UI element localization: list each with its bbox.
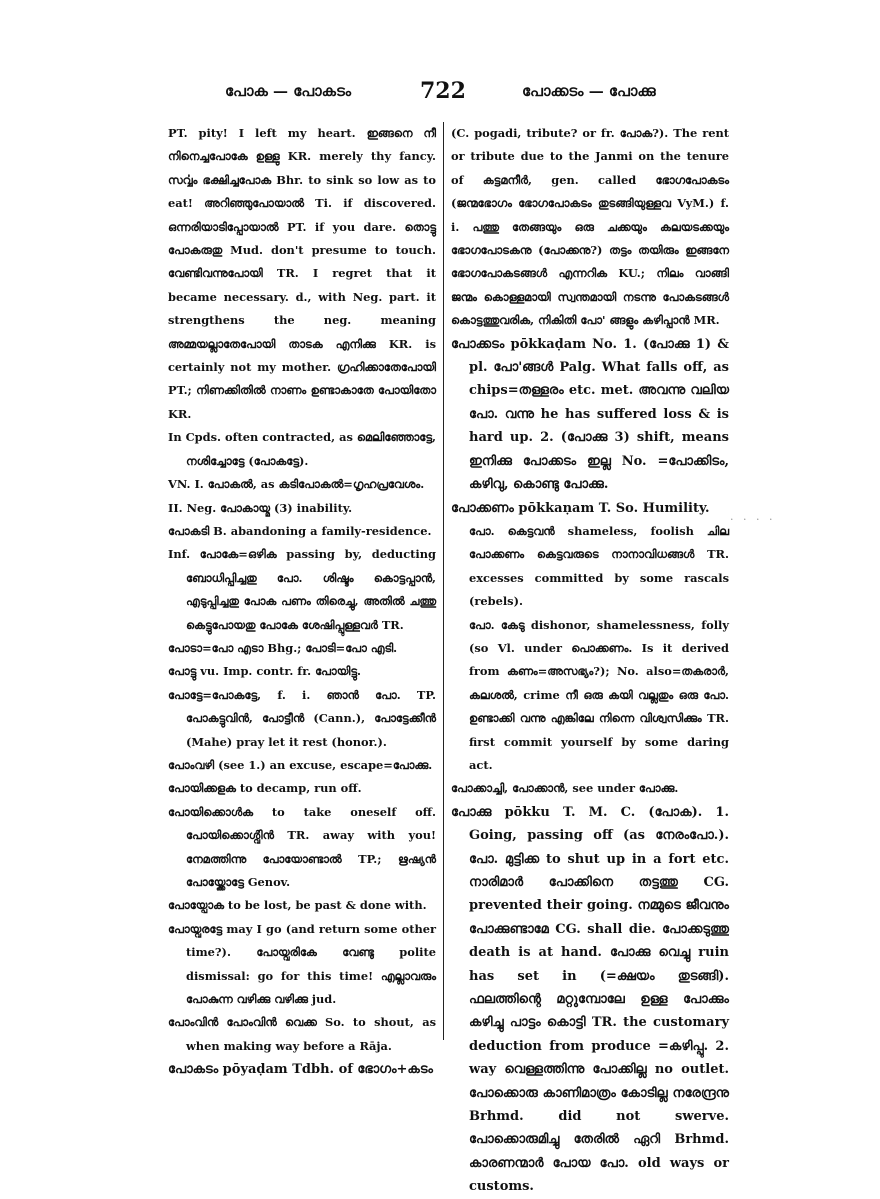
left-column xyxy=(168,122,436,1082)
right-continuation-paragraph: (C. pogadi, tribute? or fr. പോക?). The rent or tribute due to the Janmi on the tenure of കട്ടമനീർ, gen. called ഭോഗപോകടം (ജന്മഭോഗം ഭോഗപോകടം തുടങ്ങിയുള്ളവ VyM.) f. i. പത്തു തേങ്ങയും ഒരു ചക്കയും കലയടക്കയും ഭോഗപോടകനു (പോക്കനു?) തട്ടം തയിരും ഇങ്ങനേ ഭോഗപോകടങ്ങൾ എന്നറിക KU.; നിലം വാങ്ങി ജന്മം കൊള്ളമായി സ്വന്തമായി നടന്നു പോകടങ്ങൾ കൊട്ടത്തുവരിക, നികിതി പോ' ങ്ങളും കഴിപ്പാൻ MR. xyxy=(451,126,729,328)
left-entry: പോട്ടേ=പോകട്ടേ, f. i. ഞാൻ പോ. TP. പോകട്ടുവിൻ, പോട്ടീൻ (Cann.), പോട്ടേക്കീൻ (Mahe) pray let it rest (honor.). xyxy=(168,687,436,749)
left-entry: പോംവഴി (see 1.) an excuse, escape=പോക്കു. xyxy=(168,757,433,772)
header-left-guide-word: പോക — പോകടം xyxy=(225,82,352,100)
margin-marks: . . . . xyxy=(730,510,776,523)
headword-entry: പോക്കടം pōkkaḍam No. 1. (പോക്കു 1) & pl. പോ'ങ്ങൾ Palg. What falls off, as chips=തള്ളരം etc. met. അവന്നു വലിയ പോ. വന്നു he has suffered loss & is hard up. 2. (പോക്കു 3) shift, means ഇനിക്കു പോക്കടം ഇല്ല No. =പോക്കിടം, കഴിവു, കൊണ്ടു പോക്കു. xyxy=(451,336,729,493)
page-header xyxy=(150,78,740,108)
header-right-guide-word: പോക്കടം — പോക്കു xyxy=(522,82,656,100)
left-entry: പോയിക്കൊൾക to take oneself off. പോയിക്കൊൾ്വിൻ TR. away with you! നേമത്തിന്നു പോയോണ്ടാൽ TP.; ഋഷ്യൻ പോയ്ക്കോട്ടേ Genov. xyxy=(168,804,436,889)
sub-entry: പോ. കെട്ടവൻ shameless, foolish ചില പോക്കണം കെട്ടവരുടെ നാനാവിധങ്ങൾ TR. excesses committed by some rascals (rebels). xyxy=(469,523,729,609)
left-entry: Inf. പോകേ=ഒഴിക passing by, deducting ബോധിപ്പിച്ചതു പോ. ശിഷ്ടം കൊട്ടപ്പാൻ, എടുപ്പിച്ചതു പോക പണം തിരെച്ചു, അതിൽ ചത്തു കെട്ടുപോയതു പോകേ ശേഷിപ്പുള്ളവർ TR. xyxy=(168,547,436,632)
left-entry: പോയ്വരട്ടേ may I go (and return some other time?). പോയ്വരികേ വേണ്ടു polite dismissal: go for this time! എല്ലാവരും പോകുന്ന വഴിക്കു വഴിക്കു jud. xyxy=(168,921,436,1007)
left-entry: പോകടി B. abandoning a family-residence. xyxy=(168,523,432,538)
cross-reference-entry: പോക്കാച്ചി, പോക്കാൻ, see under പോക്കു. xyxy=(451,781,679,796)
left-entry: In Cpds. often contracted, as മെലിഞ്ഞോട്ടേ, നശിച്ചോട്ടേ (പോകട്ടേ). xyxy=(168,430,436,468)
sub-entry: പോ. കേടു dishonor, shamelessness, folly (so Vl. under പൊക്കണം. Is it derived from കണം=അസഭ്യം?); No. also=തകരാർ, കലശൽ, crime നീ ഒരു കയി വല്ലതും ഒരു പോ. ഉണ്ടാക്കി വന്നു എങ്കിലേ നിന്നെ വിശ്വസിക്കും TR. first commit yourself by some daring act. xyxy=(469,617,729,772)
left-entry: പോടാ=പോ എടാ Bhg.; പോടി=പോ എടി. xyxy=(168,640,398,655)
left-entry: പോയ്പോക to be lost, be past & done with. xyxy=(168,898,427,913)
headword-entry: പോക്കു pōkku T. M. C. (പോക). 1. Going, passing off (as നേരംപോ.). പോ. മുട്ടിക്ക to shut up in a fort etc. നാരിമാർ പോക്കിനെ തട്ടത്തു CG. prevented their going. നമ്മുടെ ജീവനും പോക്കുണ്ടാമേ CG. shall die. പോക്കടുത്തു death is at hand. പോക്കു വെച്ചു ruin has set in (=ക്ഷയം തുടങ്ങി). ഫലത്തിന്റെ മറ്റുമ്പോലേ ഉള്ള പോക്കും കഴിച്ചു പാട്ടം കൊട്ടി TR. the customary deduction from produce =കഴിപ്പു. 2. way വെള്ളത്തിന്നു പോക്കില്ല no outlet. പോക്കൊരു കാണിമാത്രം കോടില്ല നരേന്ദ്രനു Brhmd. did not swerve. പോക്കൊരുമിച്ചു തേരിൽ ഏറി Brhmd. കാരണന്മാർ പോയ പോ. old ways or customs. xyxy=(451,804,729,1195)
right-column xyxy=(451,122,729,1199)
left-entry: പോയിക്കളക to decamp, run off. xyxy=(168,781,362,796)
page-number: 722 xyxy=(420,78,466,104)
left-entry: VN. I. പോകൽ, as കടിപോകൽ=ഗൃഹപ്രവേശം. xyxy=(168,477,425,492)
headword-entry: പോകടം pōyaḍam Tdbh. of ഭോഗം+കടം xyxy=(168,1062,433,1078)
headword-entry: പോക്കണം pōkkaṇam T. So. Humility. xyxy=(451,500,710,516)
left-entry: പോംവിൻ പോംവിൻ വെക്ക So. to shout, as when making way before a Rāja. xyxy=(168,1015,436,1053)
left-entry: പോട്ടു vu. Imp. contr. fr. പോയിട്ടു. xyxy=(168,664,361,679)
column-divider xyxy=(443,122,444,1040)
left-continuation-paragraph: PT. pity! I left my heart. ഇങ്ങനെ നീ നിനെച്ചപോകേ ഉള്ളു KR. merely thy fancy. സൎവ്വം ഭക്ഷിച്ചപോക Bhr. to sink so low as to eat! അറിഞ്ഞുപോയാൽ Ti. if discovered. ഒന്നരിയാടിപ്പോയാൽ PT. if you dare. തൊട്ടു പോകരുതു Mud. don't presume to touch. വേണ്ടിവന്നുപോയി TR. I regret that it became necessary. d., with Neg. part. it strengthens the neg. meaning അമ്മയല്ലാതേപോയി താടക എനിക്കു KR. is certainly not my mother. ഗ്രഹിക്കാതേപോയി PT.; നിണക്കിതിൽ നാണം ഉണ്ടാകാതേ പോയിതോ KR. xyxy=(168,126,436,421)
left-entry: II. Neg. പോകായ്മ (3) inability. xyxy=(168,500,353,515)
